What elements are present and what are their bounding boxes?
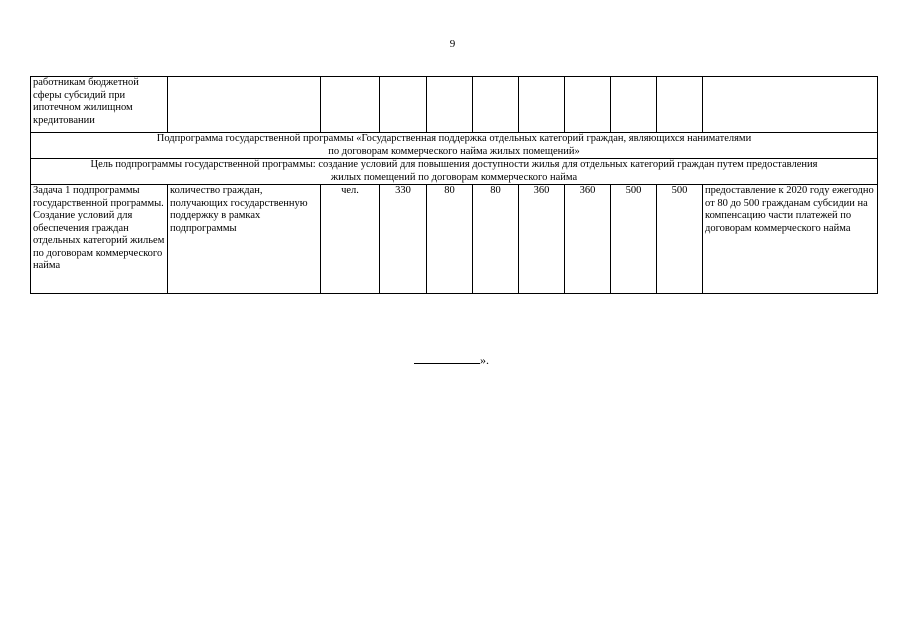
- value-cell: 80: [473, 185, 519, 294]
- value-cell: 360: [519, 185, 565, 294]
- value-cell: 80: [427, 185, 473, 294]
- value-cell: [427, 77, 473, 133]
- value-cell: [565, 77, 611, 133]
- task-cell: Задача 1 подпрограммы государственной программы. Создание условий для обеспечения граждан отдельных категорий жильем по договорам коммерческого найма: [31, 185, 168, 294]
- subprogram-goal-line2: жилых помещений по договорам коммерческого найма: [330, 171, 578, 183]
- indicator-cell: количество граждан, получающих государственную поддержку в рамках подпрограммы: [168, 185, 321, 294]
- subprogram-title-row: [31, 133, 878, 159]
- signature-line: [414, 351, 480, 364]
- value-cell: [380, 77, 427, 133]
- page-number: 9: [449, 38, 456, 50]
- indicator-cell: [168, 77, 321, 133]
- value-cell: 500: [611, 185, 657, 294]
- unit-cell: чел.: [321, 185, 380, 294]
- indicators-table: [30, 76, 878, 294]
- unit-cell: [321, 77, 380, 133]
- subprogram-title-line1: Подпрограмма государственной программы «Государственная поддержка отдельных категорий граждан, являющихся нанимателями: [156, 133, 752, 144]
- result-cell: предоставление к 2020 году ежегодно от 80 до 500 гражданам субсидии на компенсацию части платежей по договорам коммерческого найма: [703, 185, 878, 294]
- value-cell: [657, 77, 703, 133]
- subprogram-goal-line1: Цель подпрограммы государственной программы: создание условий для повышения доступности жилья для отдельных категорий граждан путем предоставления: [90, 159, 818, 170]
- closing-mark: [414, 351, 489, 368]
- value-cell: [473, 77, 519, 133]
- table-row-continuation: [31, 77, 878, 133]
- value-cell: 500: [657, 185, 703, 294]
- result-cell: [703, 77, 878, 133]
- subprogram-title-line2: по договорам коммерческого найма жилых помещений»: [328, 145, 580, 157]
- subprogram-goal-row: [31, 159, 878, 185]
- value-cell: 360: [565, 185, 611, 294]
- task-cell: работникам бюджетной сферы субсидий при ипотечном жилищном кредитовании: [31, 77, 168, 133]
- value-cell: 330: [380, 185, 427, 294]
- value-cell: [611, 77, 657, 133]
- task-row: [31, 185, 878, 294]
- subprogram-title-cell: [31, 133, 878, 159]
- closing-quote: ».: [480, 353, 489, 367]
- subprogram-goal-cell: [31, 159, 878, 185]
- value-cell: [519, 77, 565, 133]
